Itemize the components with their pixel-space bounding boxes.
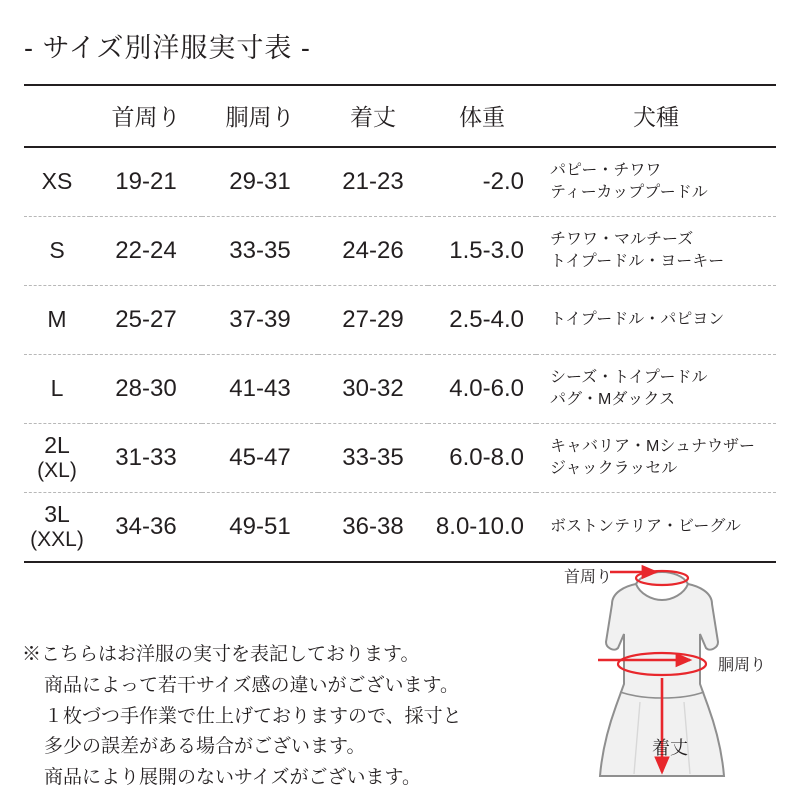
length-measure-label: 着丈: [652, 738, 688, 758]
garment-diagram-svg: [540, 556, 790, 796]
garment-illustration: [540, 556, 790, 796]
note-line: 商品により展開のないサイズがございます。: [44, 767, 421, 789]
notes-block: [22, 640, 542, 794]
cell-weight: 2.5-4.0: [428, 286, 536, 355]
breed-line: ジャックラッセル: [550, 460, 678, 477]
column-header-breed: 犬種: [536, 84, 776, 147]
size-label: 2L: [44, 432, 70, 459]
cell-chest: 45-47: [202, 424, 318, 493]
cell-neck: 28-30: [90, 355, 202, 424]
cell-weight: 4.0-6.0: [428, 355, 536, 424]
table-row: [24, 217, 776, 286]
cell-neck: 19-21: [90, 147, 202, 217]
cell-breed: [536, 217, 776, 286]
neck-measure-label: 首周り: [564, 569, 613, 586]
size-table-container: [24, 84, 776, 563]
note-line: １枚づつ手作業で仕上げておりますので、採寸と: [44, 705, 462, 727]
note-line: ※こちらはお洋服の実寸を表記しております。: [22, 644, 420, 665]
cell-chest: 37-39: [202, 286, 318, 355]
note-line: 多少の誤差がある場合がございます。: [44, 736, 366, 758]
cell-weight: 1.5-3.0: [428, 217, 536, 286]
breed-line: パグ・Мダックス: [550, 391, 676, 408]
cell-neck: 31-33: [90, 424, 202, 493]
size-label: M: [47, 306, 67, 333]
cell-neck: 34-36: [90, 493, 202, 563]
cell-chest: 49-51: [202, 493, 318, 563]
size-alt-label: (XL): [37, 459, 77, 483]
cell-length: 33-35: [318, 424, 428, 493]
column-header-length: 着丈: [318, 84, 428, 147]
column-header-neck: 首周り: [90, 84, 202, 147]
breed-line: トイプードル・ヨーキー: [550, 253, 725, 270]
cell-size: [24, 217, 90, 286]
cell-weight: 6.0-8.0: [428, 424, 536, 493]
table-row: [24, 424, 776, 493]
table-row: [24, 355, 776, 424]
column-header-chest: 胴周り: [202, 84, 318, 147]
cell-weight: -2.0: [428, 147, 536, 217]
cell-length: 36-38: [318, 493, 428, 563]
size-table: [24, 84, 776, 563]
size-label: S: [49, 237, 65, 264]
size-alt-label: (XXL): [30, 528, 84, 552]
column-header-weight: 体重: [428, 84, 536, 147]
cell-neck: 22-24: [90, 217, 202, 286]
size-label: XS: [41, 168, 73, 195]
cell-size: [24, 493, 90, 563]
cell-breed: [536, 493, 776, 563]
breed-line: ティーカッププードル: [550, 184, 708, 201]
cell-chest: 33-35: [202, 217, 318, 286]
cell-length: 21-23: [318, 147, 428, 217]
note-line: 商品によって若干サイズ感の違いがございます。: [44, 674, 459, 696]
table-row: [24, 286, 776, 355]
cell-breed: [536, 286, 776, 355]
cell-weight: 8.0-10.0: [428, 493, 536, 563]
breed-line: キャバリア・Мシュナウザー: [550, 438, 756, 456]
size-label: L: [50, 375, 64, 402]
column-header-size: [24, 84, 90, 147]
cell-size: [24, 424, 90, 493]
table-top-rule: [24, 84, 776, 86]
breed-line: シーズ・トイプードル: [550, 369, 708, 387]
cell-breed: [536, 147, 776, 217]
table-row: [24, 147, 776, 217]
table-header-row: [24, 84, 776, 147]
cell-breed: [536, 424, 776, 493]
cell-size: [24, 355, 90, 424]
cell-length: 27-29: [318, 286, 428, 355]
breed-line: パピー・チワワ: [550, 162, 662, 180]
table-row: [24, 493, 776, 563]
page-title: - サイズ別洋服実寸表 -: [24, 33, 311, 63]
chest-measure-label: 胴周り: [718, 657, 767, 674]
size-label: 3L: [44, 501, 70, 528]
cell-size: [24, 286, 90, 355]
breed-line: ボストンテリア・ビーグル: [550, 518, 741, 536]
cell-chest: 41-43: [202, 355, 318, 424]
cell-neck: 25-27: [90, 286, 202, 355]
cell-breed: [536, 355, 776, 424]
cell-length: 24-26: [318, 217, 428, 286]
cell-length: 30-32: [318, 355, 428, 424]
breed-line: トイプードル・パピヨン: [550, 311, 725, 329]
breed-line: チワワ・マルチーズ: [550, 231, 694, 249]
cell-size: [24, 147, 90, 217]
cell-chest: 29-31: [202, 147, 318, 217]
